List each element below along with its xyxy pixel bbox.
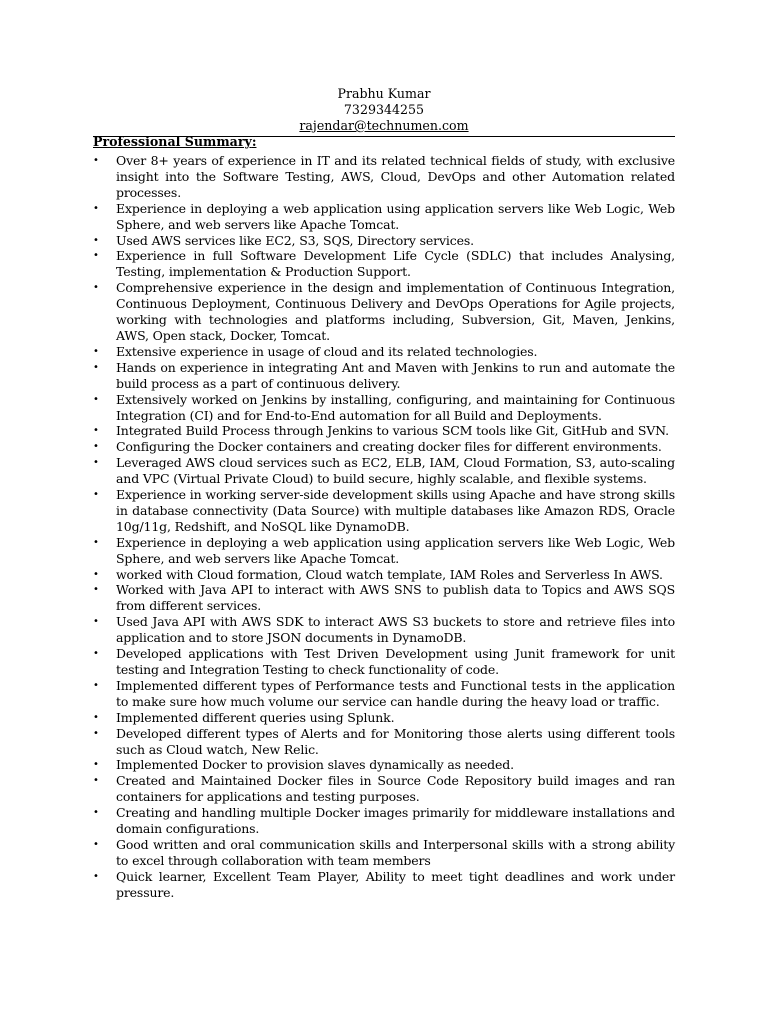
summary-item-text: Experience in deploying a web application using application servers like Web Logic, Web Sphere, and web servers like Apache Tomcat. [116,200,675,232]
section-heading-text: Professional Summary [93,134,252,149]
bullet-icon: • [93,584,99,596]
bullet-icon: • [93,457,99,469]
resume-header [0,86,768,134]
summary-list-item [93,280,675,344]
candidate-name: Prabhu Kumar [337,86,431,101]
summary-list-item [93,360,675,392]
bullet-icon: • [93,838,99,850]
bullet-icon: • [93,568,99,580]
section-heading-colon: : [251,134,257,149]
summary-list-item [93,869,675,901]
candidate-email-link[interactable]: rajendar@technumen.com [299,118,469,133]
summary-item-text: Worked with Java API to interact with AWS SNS to publish data to Topics and AWS SQS from different services. [116,582,675,614]
summary-item-text: Experience in working server-side development skills using Apache and have strong skills in database connectivity (Data Source) with multiple databases like Amazon RDS, Oracle 10g/11g, Redshift, and NoSQL like DynamoDB. [116,487,675,534]
summary-item-text: worked with Cloud formation, Cloud watch template, IAM Roles and Serverless In AWS. [116,566,663,582]
bullet-icon: • [93,345,99,357]
summary-list-item [93,646,675,678]
summary-list-item [93,344,675,360]
bullet-icon: • [93,282,99,294]
summary-list-item [93,726,675,758]
summary-item-text: Experience in deploying a web application using application servers like Web Logic, Web Sphere, and web servers like Apache Tomcat. [116,534,675,566]
bullet-icon: • [93,775,99,787]
bullet-icon: • [93,234,99,246]
summary-list-item [93,614,675,646]
summary-list-item [93,805,675,837]
summary-list-item [93,201,675,233]
summary-item-text: Over 8+ years of experience in IT and its related technical fields of study, with exclusive insight into the Software Testing, AWS, Cloud, DevOps and other Automation related processes. [116,153,675,200]
summary-list-item [93,710,675,726]
summary-list-item [93,757,675,773]
summary-list-item [93,392,675,424]
summary-list-item [93,773,675,805]
bullet-icon: • [93,711,99,723]
summary-list-item [93,455,675,487]
bullet-icon: • [93,393,99,405]
summary-item-text: Comprehensive experience in the design and implementation of Continuous Integration, Continuous Deployment, Continuous Delivery and DevOps Operations for Agile projects, working with technologies and platforms including, Subversion, Git, Maven, Jenkins, AWS, Open stack, Docker, Tomcat. [116,280,675,343]
summary-item-text: Implemented different types of Performance tests and Functional tests in the application to make sure how much volume our service can handle during the heavy load or traffic. [116,677,675,709]
summary-item-text: Used Java API with AWS SDK to interact AWS S3 buckets to store and retrieve files into application and to store JSON documents in DynamoDB. [116,614,675,646]
bullet-icon: • [93,536,99,548]
summary-list-item [93,153,675,201]
summary-list-item [93,535,675,567]
summary-item-text: Developed different types of Alerts and for Monitoring those alerts using different tools such as Cloud watch, New Relic. [116,725,675,757]
bullet-icon: • [93,759,99,771]
bullet-icon: • [93,616,99,628]
bullet-icon: • [93,202,99,214]
summary-item-text: Created and Maintained Docker files in Source Code Repository build images and ran containers for applications and testing purposes. [116,773,675,805]
summary-list-item [93,248,675,280]
summary-list-item [93,678,675,710]
summary-item-text: Configuring the Docker containers and creating docker files for different environments. [116,439,662,455]
summary-list-item [93,423,675,439]
bullet-icon: • [93,441,99,453]
summary-item-text: Experience in full Software Development Life Cycle (SDLC) that includes Analysing, Testing, implementation & Production Support. [116,248,675,280]
summary-item-text: Extensively worked on Jenkins by installing, configuring, and maintaining for Continuous Integration (CI) and for End-to-End automation for all Build and Deployments. [116,391,675,423]
summary-item-text: Extensive experience in usage of cloud and its related technologies. [116,343,538,359]
summary-item-text: Implemented different queries using Splunk. [116,709,395,725]
summary-list-item [93,487,675,535]
summary-item-text: Leveraged AWS cloud services such as EC2, ELB, IAM, Cloud Formation, S3, auto-scaling and VPC (Virtual Private Cloud) to build secure, highly scalable, and flexible systems. [116,455,675,487]
summary-list-item [93,837,675,869]
bullet-icon: • [93,425,99,437]
summary-list-item [93,233,675,249]
summary-list-item [93,582,675,614]
bullet-icon: • [93,648,99,660]
summary-list-item [93,567,675,583]
summary-item-text: Developed applications with Test Driven Development using Junit framework for unit testing and Integration Testing to check functionality of code. [116,646,675,677]
summary-item-text: Implemented Docker to provision slaves dynamically as needed. [116,757,514,773]
bullet-icon: • [93,155,99,166]
summary-item-text: Integrated Build Process through Jenkins to various SCM tools like Git, GitHub and SVN. [116,423,669,439]
summary-list-item [93,439,675,455]
bullet-icon: • [93,679,99,691]
bullet-icon: • [93,361,99,373]
bullet-icon: • [93,807,99,819]
summary-item-text: Creating and handling multiple Docker images primarily for middleware installations and domain configurations. [116,805,675,837]
candidate-phone: 7329344255 [343,102,425,117]
summary-item-text: Good written and oral communication skills and Interpersonal skills with a strong ability to excel through collaboration with team members [116,836,675,868]
summary-item-text: Used AWS services like EC2, S3, SQS, Directory services. [116,232,474,248]
bullet-icon: • [93,250,99,262]
summary-item-text: Hands on experience in integrating Ant and Maven with Jenkins to run and automate the build process as a part of continuous delivery. [116,359,675,391]
bullet-icon: • [93,489,99,501]
bullet-icon: • [93,870,99,882]
bullet-icon: • [93,727,99,739]
summary-item-text: Quick learner, Excellent Team Player, Ability to meet tight deadlines and work under pressure. [116,868,675,900]
professional-summary-heading [93,134,256,150]
professional-summary-list [93,153,675,901]
